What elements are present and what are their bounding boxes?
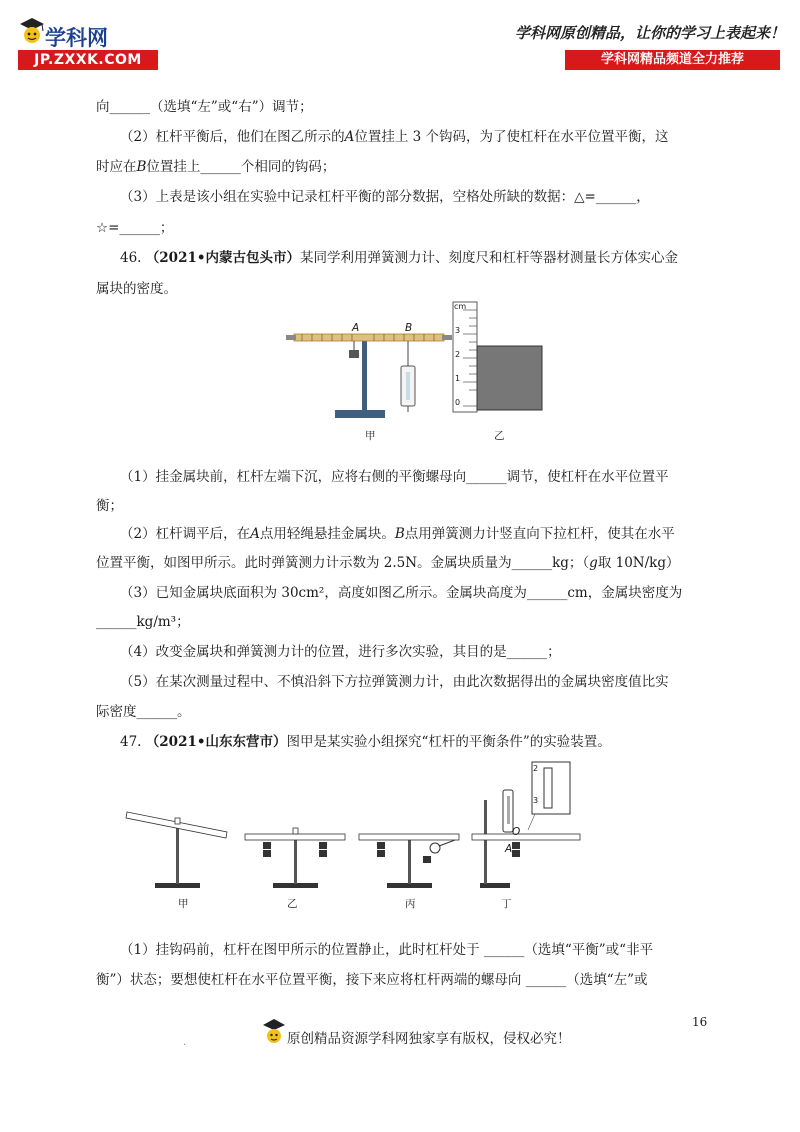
q47-fig-label-A: A: [505, 843, 513, 855]
q46-ruler-tick-1: 1: [455, 374, 461, 383]
q47-fig-label-O: O: [512, 826, 521, 838]
header-banner: 学科网精品频道全力推荐: [565, 50, 780, 70]
q46-p4: （4）改变金属块和弹簧测力计的位置，进行多次实验，其目的是______；: [120, 644, 561, 660]
q46-fig-label-A: A: [352, 322, 360, 334]
q46-p3-line1: （3）已知金属块底面积为 30cm²，高度如图乙所示。金属块高度为______cm，金属块密度为: [120, 585, 683, 601]
q46-ruler-tick-0: 0: [455, 398, 461, 407]
q47-p1-line1: （1）挂钩码前，杠杆在图甲所示的位置静止，此时杠杆处于 ______（选填“平衡”或“非平: [120, 942, 654, 958]
q47-p1-line2: 衡”）状态；要想使杠杆在水平位置平衡，接下来应将杠杆两端的螺母向 ______（选填“左”或: [96, 972, 648, 988]
q45-p2-line2: 时应在B位置挂上______个相同的钩码；: [96, 159, 336, 175]
q46-p1-line1: （1）挂金属块前，杠杆左端下沉，应将右侧的平衡螺母向______调节，使杠杆在水平位置平: [120, 469, 669, 485]
page-number: 16: [692, 1015, 708, 1029]
q47-fig-caption-jia: 甲: [178, 898, 189, 910]
q46-p1-line2: 衡；: [96, 498, 123, 514]
footer-dot: .: [183, 1037, 187, 1048]
q45-p3-line1: （3）上表是该小组在实验中记录杠杆平衡的部分数据，空格处所缺的数据：△=______，: [120, 189, 650, 205]
q46-stem-line2: 属块的密度。: [96, 281, 177, 297]
q46-figure: [280, 300, 550, 440]
q46-fig-label-B: B: [405, 322, 413, 334]
q46-ruler-tick-3: 3: [455, 326, 461, 335]
header-slogan: 学科网原创精品，让你的学习上表起来！: [515, 24, 786, 42]
q46-stem-line1: 46. （2021•内蒙古包头市）某同学利用弹簧测力计、刻度尺和杠杆等器材测量长方体实心金: [120, 250, 678, 266]
footer-mascot-icon: [262, 1018, 286, 1048]
q47-fig-caption-ding: 丁: [501, 898, 512, 910]
logo-url-badge: JP.ZXXK.COM: [18, 50, 158, 70]
q46-fig-caption-jia: 甲: [365, 430, 376, 442]
q47-scale-tick-3: 3: [533, 796, 539, 805]
q46-fig-caption-yi: 乙: [494, 430, 505, 442]
q47-scale-tick-2: 2: [533, 764, 539, 773]
q45-p3-line2: ☆=______；: [96, 220, 174, 236]
q47-stem: 47. （2021•山东东营市）图甲是某实验小组探究“杠杆的平衡条件”的实验装置。: [120, 734, 611, 750]
q46-p2-line2: 位置平衡，如图甲所示。此时弹簧测力计示数为 2.5N。金属块质量为______kg；（g取 10N/kg）: [96, 555, 680, 571]
q46-ruler-unit: cm: [454, 302, 467, 311]
q47-fig-caption-yi: 乙: [287, 898, 298, 910]
q46-p5-line2: 际密度______。: [96, 704, 191, 720]
q47-fig-caption-bing: 丙: [405, 898, 416, 910]
footer-notice: 原创精品资源学科网独家享有版权，侵权必究！: [287, 1031, 571, 1047]
header-logo-icon: [18, 16, 46, 48]
q46-p2-line1: （2）杠杆调平后，在A点用轻绳悬挂金属块。B点用弹簧测力计竖直向下拉杠杆，使其在水平: [120, 526, 675, 542]
q45-line1: 向______（选填“左”或“右”）调节；: [96, 99, 313, 115]
logo-text: 学科网: [45, 26, 108, 50]
q46-p5-line1: （5）在某次测量过程中、不慎沿斜下方拉弹簧测力计，由此次数据得出的金属块密度值比实: [120, 674, 669, 690]
q46-ruler-tick-2: 2: [455, 350, 461, 359]
q45-p2-line1: （2）杠杆平衡后，他们在图乙所示的A位置挂上 3 个钩码，为了使杠杆在水平位置平衡，这: [120, 129, 669, 145]
q46-p3-line2: ______kg/m³；: [96, 614, 190, 630]
